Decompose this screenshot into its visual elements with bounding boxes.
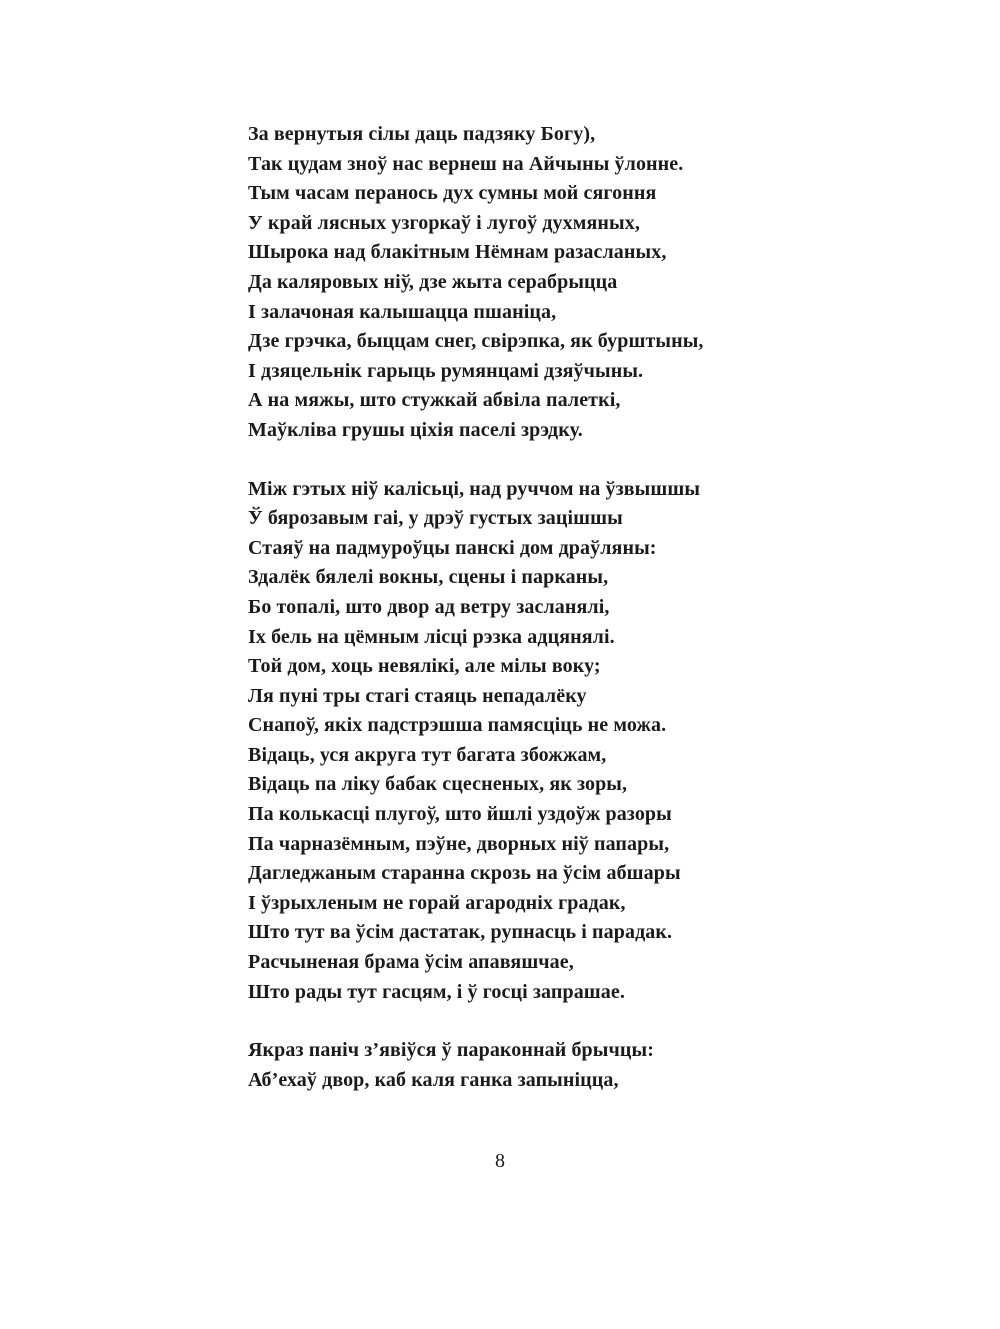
poem-line: Відаць, уся акруга тут багата збожжам, xyxy=(248,743,607,766)
poem-line: Аб’ехаў двор, каб каля ганка запыніцца, xyxy=(248,1068,619,1091)
poem-line: Што тут ва ўсім дастатак, рупнасць і парадак. xyxy=(248,921,673,944)
poem-line: Стаяў на падмуроўцы панскі дом драўляны: xyxy=(248,536,657,559)
poem-line: Што рады тут гасцям, і ў госці запрашае. xyxy=(248,980,625,1003)
poem-line: Дзе грэчка, быццам снег, свірэпка, як бурштыны, xyxy=(248,330,704,353)
poem-line: Іх бель на цёмным лісці рэзка адцянялі. xyxy=(248,625,615,648)
poem-line: Здалёк бялелі вокны, сцены і парканы, xyxy=(248,566,609,589)
poem-line: І дзяцельнік гарыць румянцамі дзяўчыны. xyxy=(248,359,644,382)
poem-text xyxy=(248,120,948,1124)
poem-line: Дагледжаным старанна скрозь на ўсім абшары xyxy=(248,862,681,885)
poem-line: Бо топалі, што двор ад ветру засланялі, xyxy=(248,595,610,618)
poem-line: Відаць па ліку бабак сцесненых, як зоры, xyxy=(248,773,628,796)
poem-line: І ўзрыхленым не горай агародніх градак, xyxy=(248,891,626,914)
poem-line: Якраз паніч з’явіўся ў параконнай брычцы: xyxy=(248,1039,654,1062)
poem-line: А на мяжы, што стужкай абвіла палеткі, xyxy=(248,389,621,412)
stanza-3 xyxy=(248,1036,948,1095)
poem-line: Па чарназёмным, пэўне, дворных ніў папары, xyxy=(248,832,670,855)
stanza-1 xyxy=(248,120,948,446)
poem-line: Між гэтых ніў калісьці, над руччом на ўзвышшы xyxy=(248,477,701,500)
poem-line: Ля пуні тры стагі стаяць непадалёку xyxy=(248,684,587,707)
poem-line: Па колькасці плугоў, што йшлі уздоўж разоры xyxy=(248,803,672,826)
poem-line: Тым часам перанось дух сумны мой сягоння xyxy=(248,182,657,205)
poem-line: Да каляровых ніў, дзе жыта серабрыцца xyxy=(248,270,618,293)
poem-line: За вернутыя сілы даць падзяку Богу), xyxy=(248,123,596,145)
poem-line: Шырока над блакітным Нёмнам разасланых, xyxy=(248,241,667,264)
stanza-2 xyxy=(248,475,948,1008)
page-number: 8 xyxy=(495,1150,505,1172)
poem-line: Так цудам зноў нас вернеш на Айчыны ўлонне. xyxy=(248,152,684,175)
poem-line: Той дом, хоць невялікі, але мілы воку; xyxy=(248,655,601,678)
poem-line: Маўкліва грушы ціхія паселі зрэдку. xyxy=(248,418,583,441)
poem-line: У край лясных узгоркаў і лугоў духмяных, xyxy=(248,211,640,234)
poem-line: Расчыненая брама ўсім апавяшчае, xyxy=(248,951,574,974)
poem-line: Ў бярозавым гаі, у дрэў густых зацішшы xyxy=(248,507,623,530)
poem-line: Снапоў, якіх падстрэшша памясціць не можа. xyxy=(248,714,667,737)
poem-line: І залачоная калышацца пшаніца, xyxy=(248,300,557,323)
